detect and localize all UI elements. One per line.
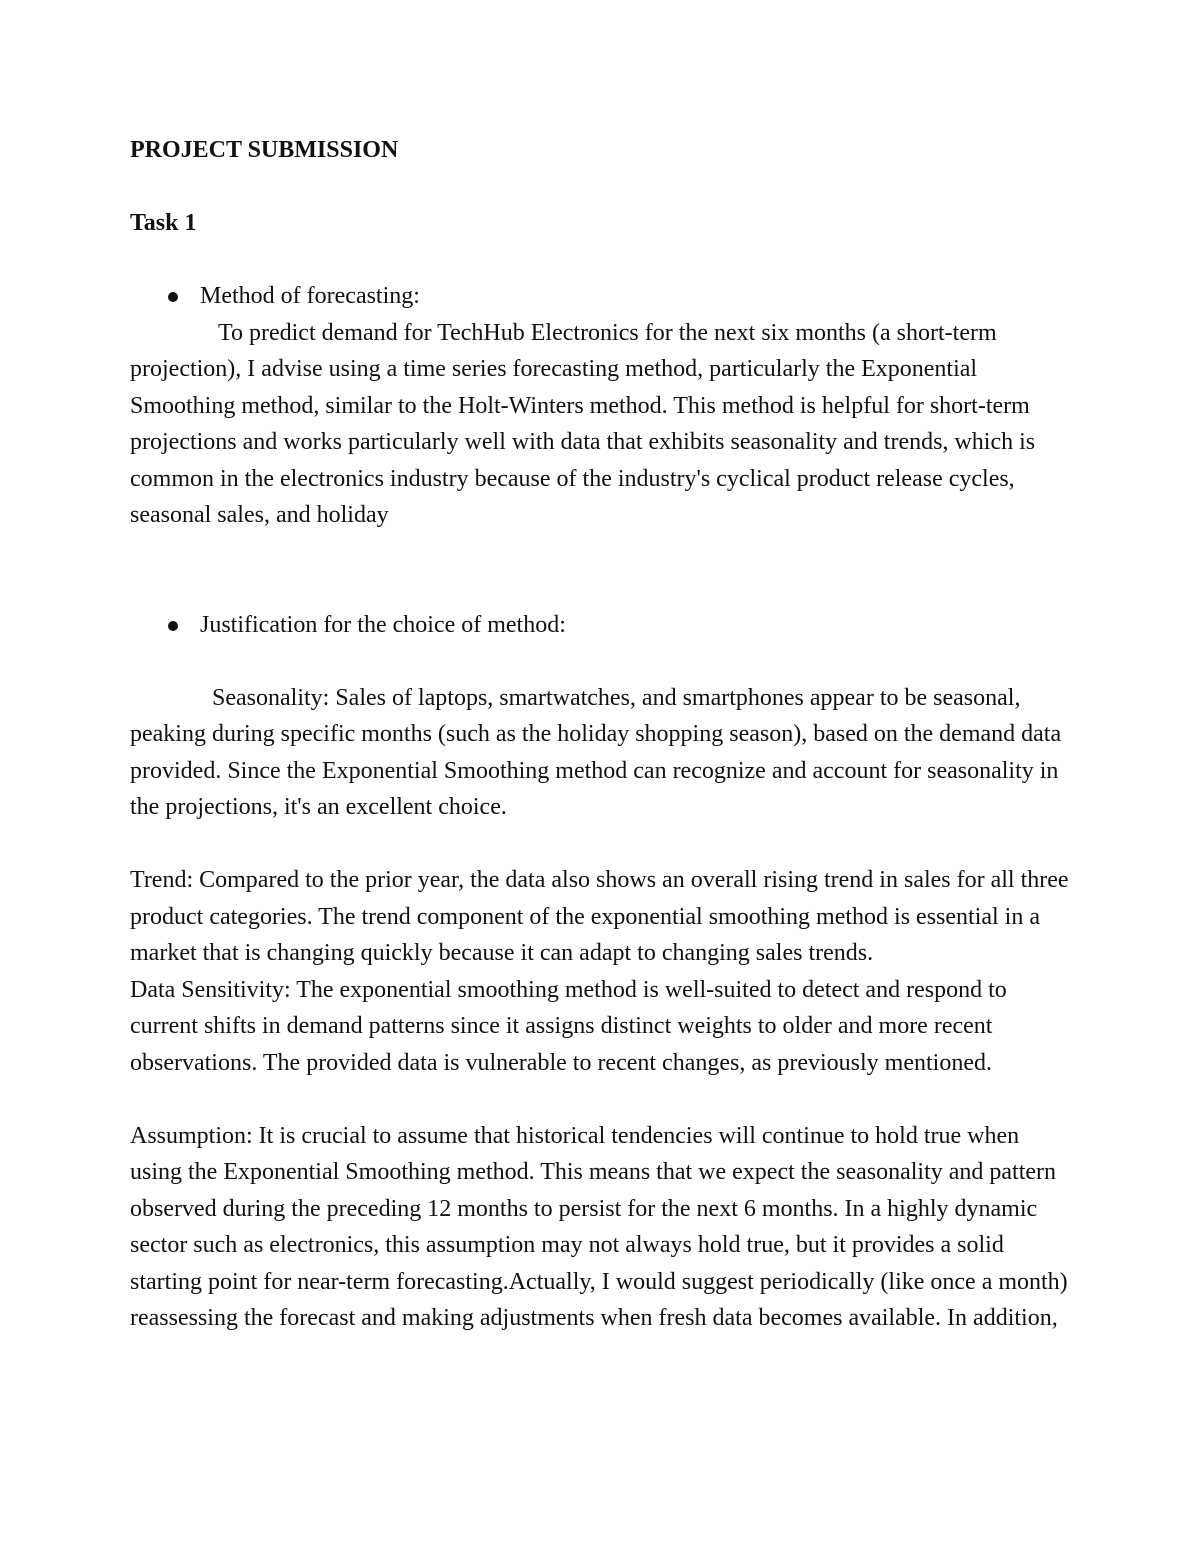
- bullet-label-justification: Justification for the choice of method:: [200, 611, 566, 638]
- task-heading: Task 1: [130, 210, 197, 236]
- bullet-method-of-forecasting: [130, 278, 1070, 315]
- bullet-justification: [130, 607, 1070, 644]
- seasonality-paragraph: Seasonality: Sales of laptops, smartwatches, and smartphones appear to be seasonal, peaking during specific months (such as the holiday shopping season), based on the demand data provided. Since the Exponential Smoothing method can recognize and account for seasonality in the projections, it's an excellent choice.: [130, 684, 1062, 820]
- method-paragraph: To predict demand for TechHub Electronics for the next six months (a short-term projection), I advise using a time series forecasting method, particularly the Exponential Smoothing method, similar to the Holt-Winters method. This method is helpful for short-term projections and works particularly well with data that exhibits seasonality and trends, which is common in the electronics industry because of the industry's cyclical product release cycles, seasonal sales, and holiday: [130, 319, 1036, 528]
- bullet-dot-icon: [168, 292, 178, 302]
- bullet-dot-icon: [168, 621, 178, 631]
- data-sensitivity-paragraph: Data Sensitivity: The exponential smoothing method is well-suited to detect and respond to current shifts in demand patterns since it assigns distinct weights to older and more recent observations. The provided data is vulnerable to recent changes, as previously mentioned.: [130, 976, 1007, 1076]
- document-body: [130, 132, 1070, 1337]
- assumption-paragraph: Assumption: It is crucial to assume that historical tendencies will continue to hold true when using the Exponential Smoothing method. This means that we expect the seasonality and pattern observed during the preceding 12 months to persist for the next 6 months. In a highly dynamic sector such as electronics, this assumption may not always hold true, but it provides a solid starting point for near-term forecasting.Actually, I would suggest periodically (like once a month) reassessing the forecast and making adjustments when fresh data becomes available. In addition,: [130, 1122, 1068, 1331]
- trend-paragraph: Trend: Compared to the prior year, the data also shows an overall rising trend in sales for all three product categories. The trend component of the exponential smoothing method is essential in a market that is changing quickly because it can adapt to changing sales trends.: [130, 867, 1069, 966]
- bullet-label-method: Method of forecasting:: [200, 283, 420, 309]
- document-title: PROJECT SUBMISSION: [130, 137, 399, 163]
